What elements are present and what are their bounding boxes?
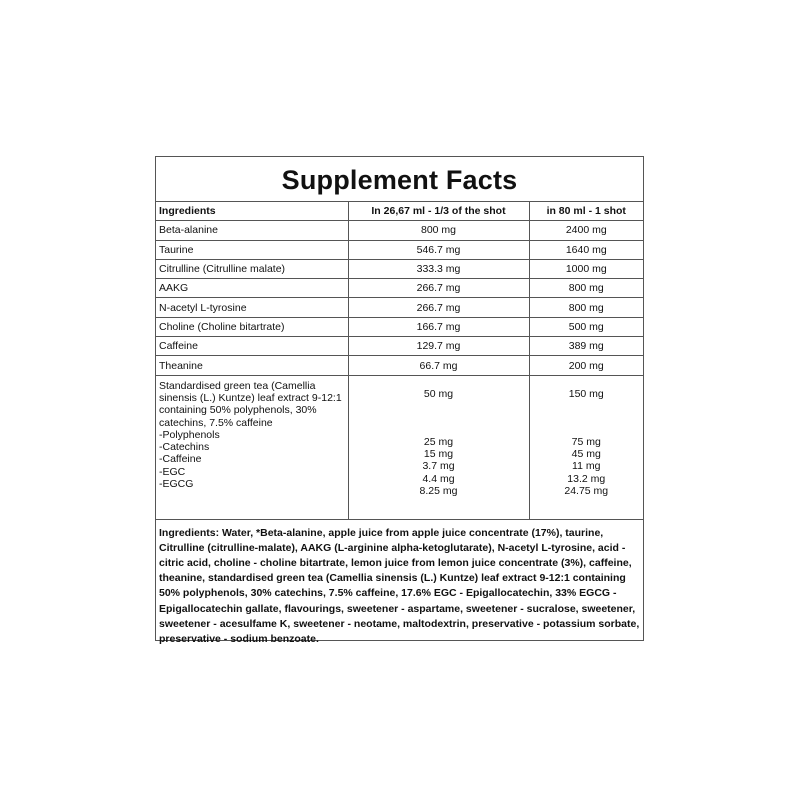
amount-partial: 129.7 mg	[348, 337, 529, 356]
green-tea-full-amounts	[529, 375, 643, 519]
ingredients-statement: Ingredients: Water, *Beta-alanine, apple juice from apple juice concentrate (17%), taurine, Citrulline (citrulline-malate), AAKG (L-arginine alpha-ketoglutarate), N-acetyl L-tyrosine, acid -citric acid, choline - choline bitartrate, lemon juice from lemon juice concentrate (3%), caffeine, theanine, standardised green tea (Camellia sinensis (L.) Kuntze) leaf extract 9-12:1 containing 50% polyphenols, 30% catechins, 7.5% caffeine, 17.6% EGC - Epigallocatechin, 33% EGCG - Epigallocatechin gallate, flavourings, sweetener - aspartame, sweetener - sucralose, sweetener, sweetener - acesulfame K, sweetener - neotame, maltodextrin, preservative - potassium sorbate, preservative - sodium benzoate.	[159, 526, 640, 646]
header-partial-serving: In 26,67 ml - 1/3 of the shot	[348, 202, 529, 221]
ingredient-name: Theanine	[156, 356, 348, 375]
table-row	[156, 337, 643, 356]
ingredient-name: Choline (Choline bitartrate)	[156, 317, 348, 336]
green-tea-partial-amounts	[348, 375, 529, 519]
sub-amount-partial: 25 mg	[423, 435, 454, 448]
amount-partial: 800 mg	[348, 221, 529, 240]
ingredient-name: Caffeine	[156, 337, 348, 356]
ingredient-name: Beta-alanine	[156, 221, 348, 240]
amount-full: 389 mg	[529, 337, 643, 356]
header-ingredients: Ingredients	[156, 202, 348, 221]
sub-amount-full: 75 mg	[571, 435, 601, 448]
ingredient-name: Taurine	[156, 240, 348, 259]
ingredient-name: Citrulline (Citrulline malate)	[156, 259, 348, 278]
green-tea-names	[156, 375, 348, 519]
amount-full: 800 mg	[529, 298, 643, 317]
ingredient-name: N-acetyl L-tyrosine	[156, 298, 348, 317]
table-row	[156, 279, 643, 298]
amount-full: 800 mg	[529, 279, 643, 298]
supplement-facts-panel	[155, 156, 644, 646]
amount-partial: 546.7 mg	[348, 240, 529, 259]
amount-full: 200 mg	[529, 356, 643, 375]
sub-amount-full: 11 mg	[572, 460, 601, 473]
sub-ingredient-name: -Polyphenols	[159, 428, 220, 441]
sub-amount-partial: 4.4 mg	[422, 472, 455, 485]
amount-partial: 266.7 mg	[348, 298, 529, 317]
amount-full: 500 mg	[529, 317, 643, 336]
ingredient-name: AAKG	[156, 279, 348, 298]
panel-title: Supplement Facts	[156, 157, 643, 202]
amount-partial: 66.7 mg	[348, 356, 529, 375]
sub-amount-partial: 3.7 mg	[422, 460, 455, 473]
table-row	[156, 259, 643, 278]
amount-full: 2400 mg	[529, 221, 643, 240]
table-header-row	[156, 202, 643, 221]
amount-partial: 166.7 mg	[348, 317, 529, 336]
green-tea-amount-full: 150 mg	[568, 387, 604, 400]
sub-amount-full: 24.75 mg	[564, 484, 609, 497]
sub-amount-full: 45 mg	[571, 447, 601, 460]
green-tea-name: Standardised green tea (Camellia sinensis (L.) Kuntze) leaf extract 9-12:1 containing 50% polyphenols, 30% catechins, 7.5% caffeine	[159, 379, 342, 429]
sub-ingredient-name: -Caffeine	[159, 453, 202, 466]
green-tea-row	[156, 375, 643, 519]
table-row	[156, 356, 643, 375]
amount-partial: 333.3 mg	[348, 259, 529, 278]
green-tea-amount-partial: 50 mg	[423, 387, 454, 400]
amount-partial: 266.7 mg	[348, 279, 529, 298]
table-row	[156, 240, 643, 259]
sub-ingredient-name: -EGCG	[159, 478, 194, 491]
sub-amount-full: 13.2 mg	[567, 472, 606, 485]
amount-full: 1640 mg	[529, 240, 643, 259]
table-row	[156, 317, 643, 336]
header-full-serving: in 80 ml - 1 shot	[529, 202, 643, 221]
facts-table	[156, 202, 643, 520]
table-row	[156, 298, 643, 317]
sub-ingredient-name: -Catechins	[159, 441, 210, 454]
table-row	[156, 221, 643, 240]
amount-full: 1000 mg	[529, 259, 643, 278]
sub-amount-partial: 15 mg	[423, 447, 454, 460]
sub-amount-partial: 8.25 mg	[419, 484, 458, 497]
sub-ingredient-name: -EGC	[159, 465, 186, 478]
